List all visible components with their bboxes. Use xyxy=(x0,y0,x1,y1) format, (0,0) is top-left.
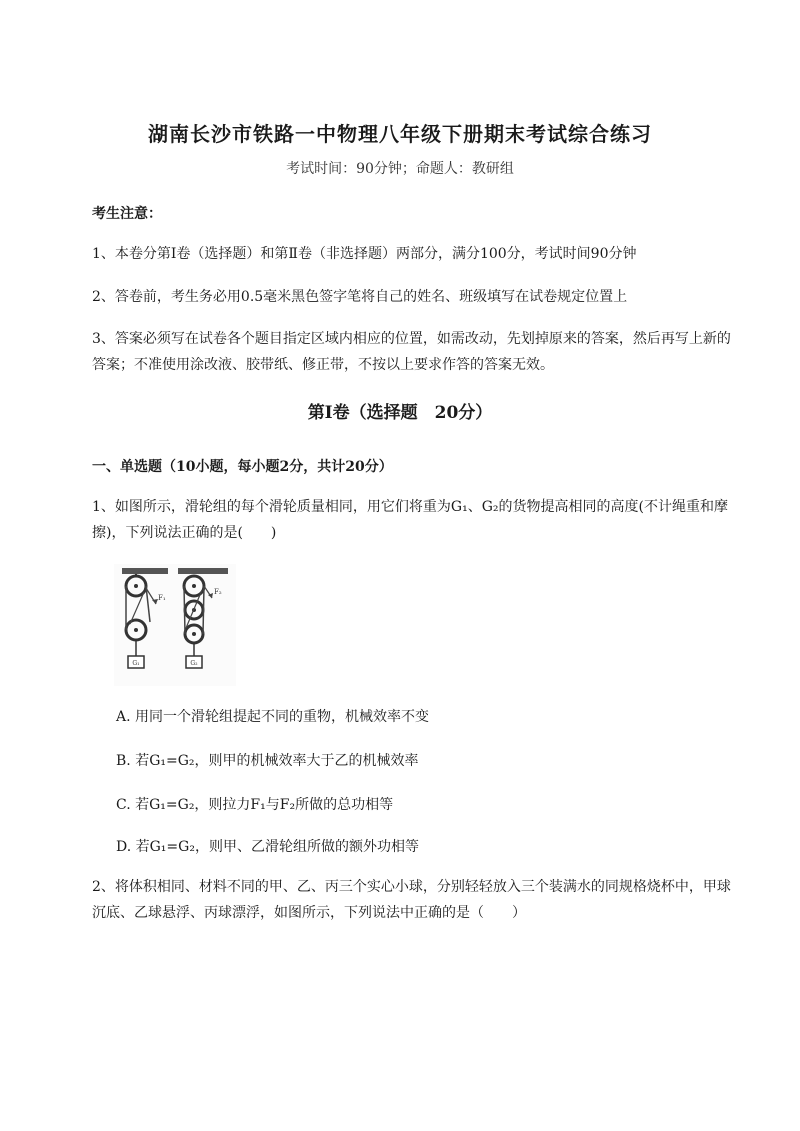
label-f1: F₁ xyxy=(158,594,166,602)
question-1-option-b: B. 若G₁=G₂，则甲的机械效率大于乙的机械效率 xyxy=(116,753,419,769)
section-title: 第I卷（选择题 20分） xyxy=(307,403,493,423)
label-g1: G₁ xyxy=(132,660,140,667)
question-1-option-d: D. 若G₁=G₂，则甲、乙滑轮组所做的额外功相等 xyxy=(116,839,419,855)
question-1-option-a: A. 用同一个滑轮组提起不同的重物，机械效率不变 xyxy=(116,709,430,725)
label-g2: G₂ xyxy=(190,660,198,667)
notice-item-3: 3、答案必须写在试卷各个题目指定区域内相应的位置，如需改动，先划掉原来的答案，然后再写上新的答案；不准使用涂改液、胶带纸、修正带，不按以上要求作答的答案无效。 xyxy=(92,331,731,373)
question-1-stem: 1、如图所示，滑轮组的每个滑轮质量相同，用它们将重为G₁、G₂的货物提高相同的高度(不计绳重和摩擦)，下列说法正确的是( ) xyxy=(92,499,728,541)
ceiling-left xyxy=(122,568,168,574)
question-2-stem: 2、将体积相同、材料不同的甲、乙、丙三个实心小球，分别轻轻放入三个装满水的同规格烧杯中，甲球沉底、乙球悬浮、丙球漂浮，如图所示，下列说法中正确的是（ ） xyxy=(92,879,731,921)
part-heading: 一、单选题（10小题，每小题2分，共计20分） xyxy=(92,459,393,475)
exam-subtitle: 考试时间：90分钟；命题人：教研组 xyxy=(286,161,514,177)
notice-item-1: 1、本卷分第I卷（选择题）和第Ⅱ卷（非选择题）两部分，满分100分，考试时间90分钟 xyxy=(92,246,637,262)
pulley-figure xyxy=(114,564,236,686)
pulley-diagram xyxy=(114,564,236,686)
label-f2: F₂ xyxy=(214,588,222,596)
question-1-option-c: C. 若G₁=G₂，则拉力F₁与F₂所做的总功相等 xyxy=(116,797,394,813)
ceiling-right xyxy=(178,568,228,574)
notice-heading: 考生注意： xyxy=(92,206,162,222)
exam-title: 湖南长沙市铁路一中物理八年级下册期末考试综合练习 xyxy=(148,122,652,146)
notice-item-2: 2、答卷前，考生务必用0.5毫米黑色签字笔将自己的姓名、班级填写在试卷规定位置上 xyxy=(92,289,628,305)
